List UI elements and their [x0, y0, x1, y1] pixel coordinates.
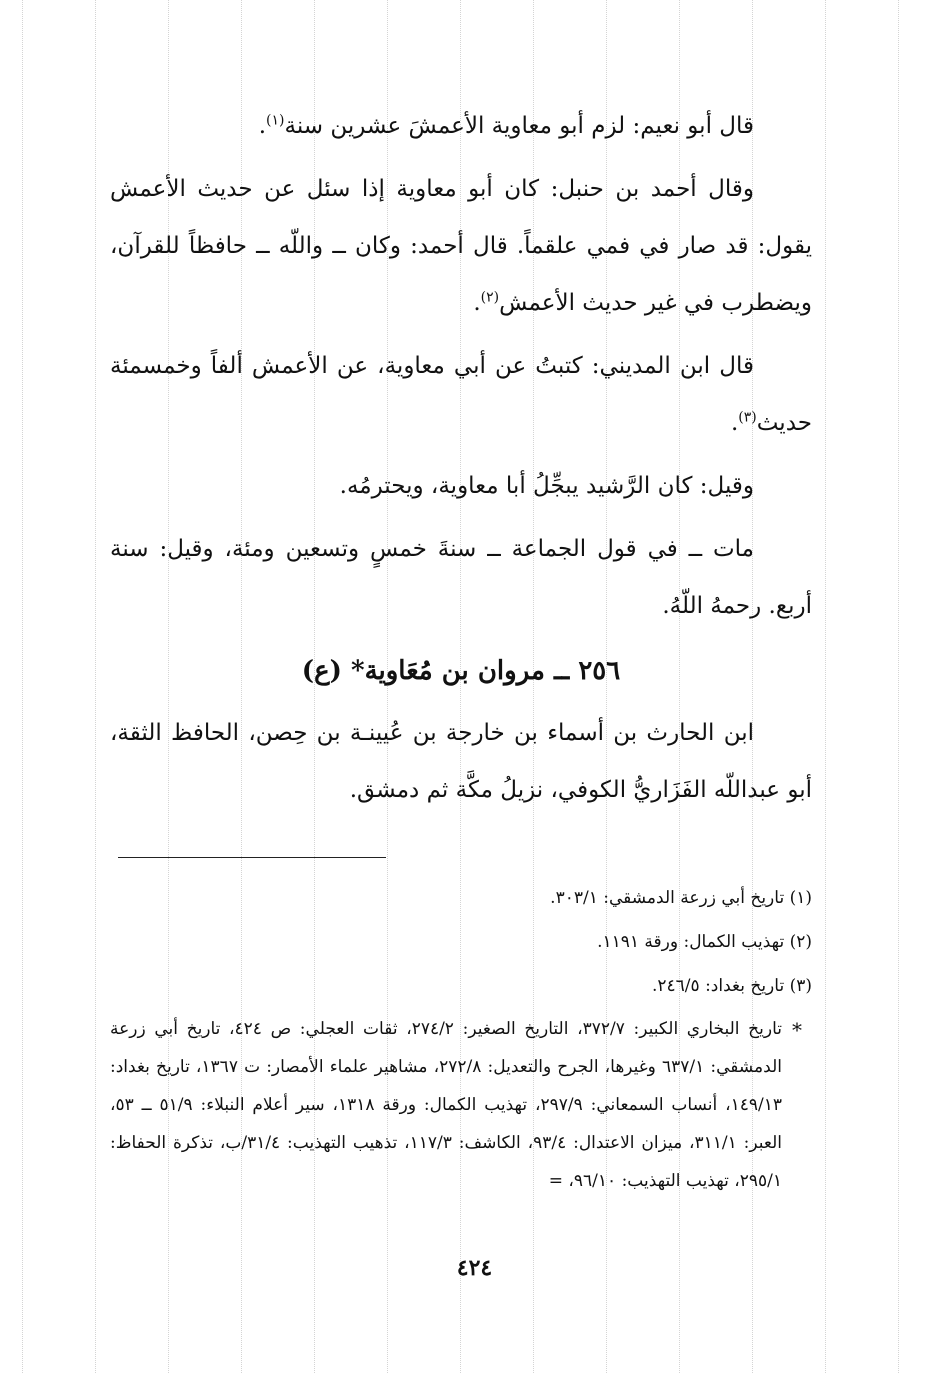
paragraph-text: قال أبو نعيم: لزم أبو معاوية الأعمشَ عشرين سنة [284, 113, 754, 139]
footnote-2: (٢) تهذيب الكمال: ورقة ١١٩١. [597, 932, 812, 952]
scan-grid-line [825, 0, 826, 1373]
footnote-sources [110, 1010, 812, 1200]
footnote-divider [118, 857, 386, 858]
page-number: ٤٢٤ [456, 1255, 493, 1281]
paragraph-death: مات ــ في قول الجماعة ــ سنةَ خمسٍ وتسعين ومئة، وقيل: سنة أربع. رحمهُ اللّهُ. [110, 536, 812, 619]
entry-heading [110, 641, 812, 701]
footnote-ref-1[interactable]: (١) [266, 112, 285, 129]
page-body [110, 98, 812, 1200]
paragraph-entry-lineage: ابن الحارث بن أسماء بن خارجة بن عُيينـة بن حِصن، الحافظ الثقة، أبو عبداللّه الفَزَاريُّ الكوفي، نزيلُ مكَّة ثم دمشق. [110, 720, 812, 803]
footnotes [110, 876, 812, 1200]
paragraph-end: . [730, 410, 739, 436]
scan-grid-line [898, 0, 899, 1373]
paragraph-ahmad-ibn-hanbal [110, 161, 812, 332]
entry-code: (ع) [301, 656, 342, 686]
footnote-3: (٣) تاريخ بغداد: ٢٤٦/٥. [652, 976, 812, 996]
paragraph-al-rashid: وقيل: كان الرَّشيد يبجِّلُ أبا معاوية، ويحترمُه. [339, 473, 754, 499]
sources-text: تاريخ البخاري الكبير: ٣٧٢/٧، التاريخ الصغير: ٢٧٤/٢، ثقات العجلي: ص ٤٢٤، تاريخ أبي زرعة الدمشقي: ٦٣٧/١ وغيرها، الجرح والتعديل: ٢٧٢/٨، مشاهير علماء الأمصار: ت ١٣٦٧، تاريخ بغداد: ١٤٩/١٣، أنساب السمعاني: ٢٩٧/٩، تهذيب الكمال: ورقة ١٣١٨، سير أعلام النبلاء: ٥١/٩ ــ ٥٣، العبر: ٣١١/١، ميزان الاعتدال: ٩٣/٤، الكاشف: ١١٧/٣، تذهيب التهذيب: ٣١/٤/ب، تذكرة الحفاظ: ٢٩٥/١، تهذيب التهذيب: ٩٦/١٠، = [110, 1019, 782, 1191]
entry-star-mark: * [350, 656, 365, 686]
star-mark: * [792, 1018, 802, 1042]
paragraph-text: وقال أحمد بن حنبل: كان أبو معاوية إذا سئل عن حديث الأعمش يقول: قد صار في فمي علقماً. قال أحمد: وكان ــ واللّه ــ حافظاً للقرآن، ويضطرب في غير حديث الأعمش [110, 176, 812, 316]
scan-grid-line [95, 0, 96, 1373]
footnote-1: (١) تاريخ أبي زرعة الدمشقي: ٣٠٣/١. [550, 888, 812, 908]
paragraph-abu-nuaym [110, 98, 812, 155]
paragraph-ibn-al-madini [110, 338, 812, 452]
paragraph-text: قال ابن المديني: كتبتُ عن أبي معاوية، عن الأعمش ألفاً وخمسمئة حديث [110, 353, 812, 436]
entry-title: ٢٥٦ ــ مروان بن مُعَاوية [364, 656, 621, 686]
footnote-ref-2[interactable]: (٢) [480, 289, 500, 306]
footnote-ref-3[interactable]: (٣) [738, 409, 757, 426]
scan-grid-line [22, 0, 23, 1373]
paragraph-end: . [258, 113, 267, 139]
paragraph-end: . [473, 290, 481, 316]
